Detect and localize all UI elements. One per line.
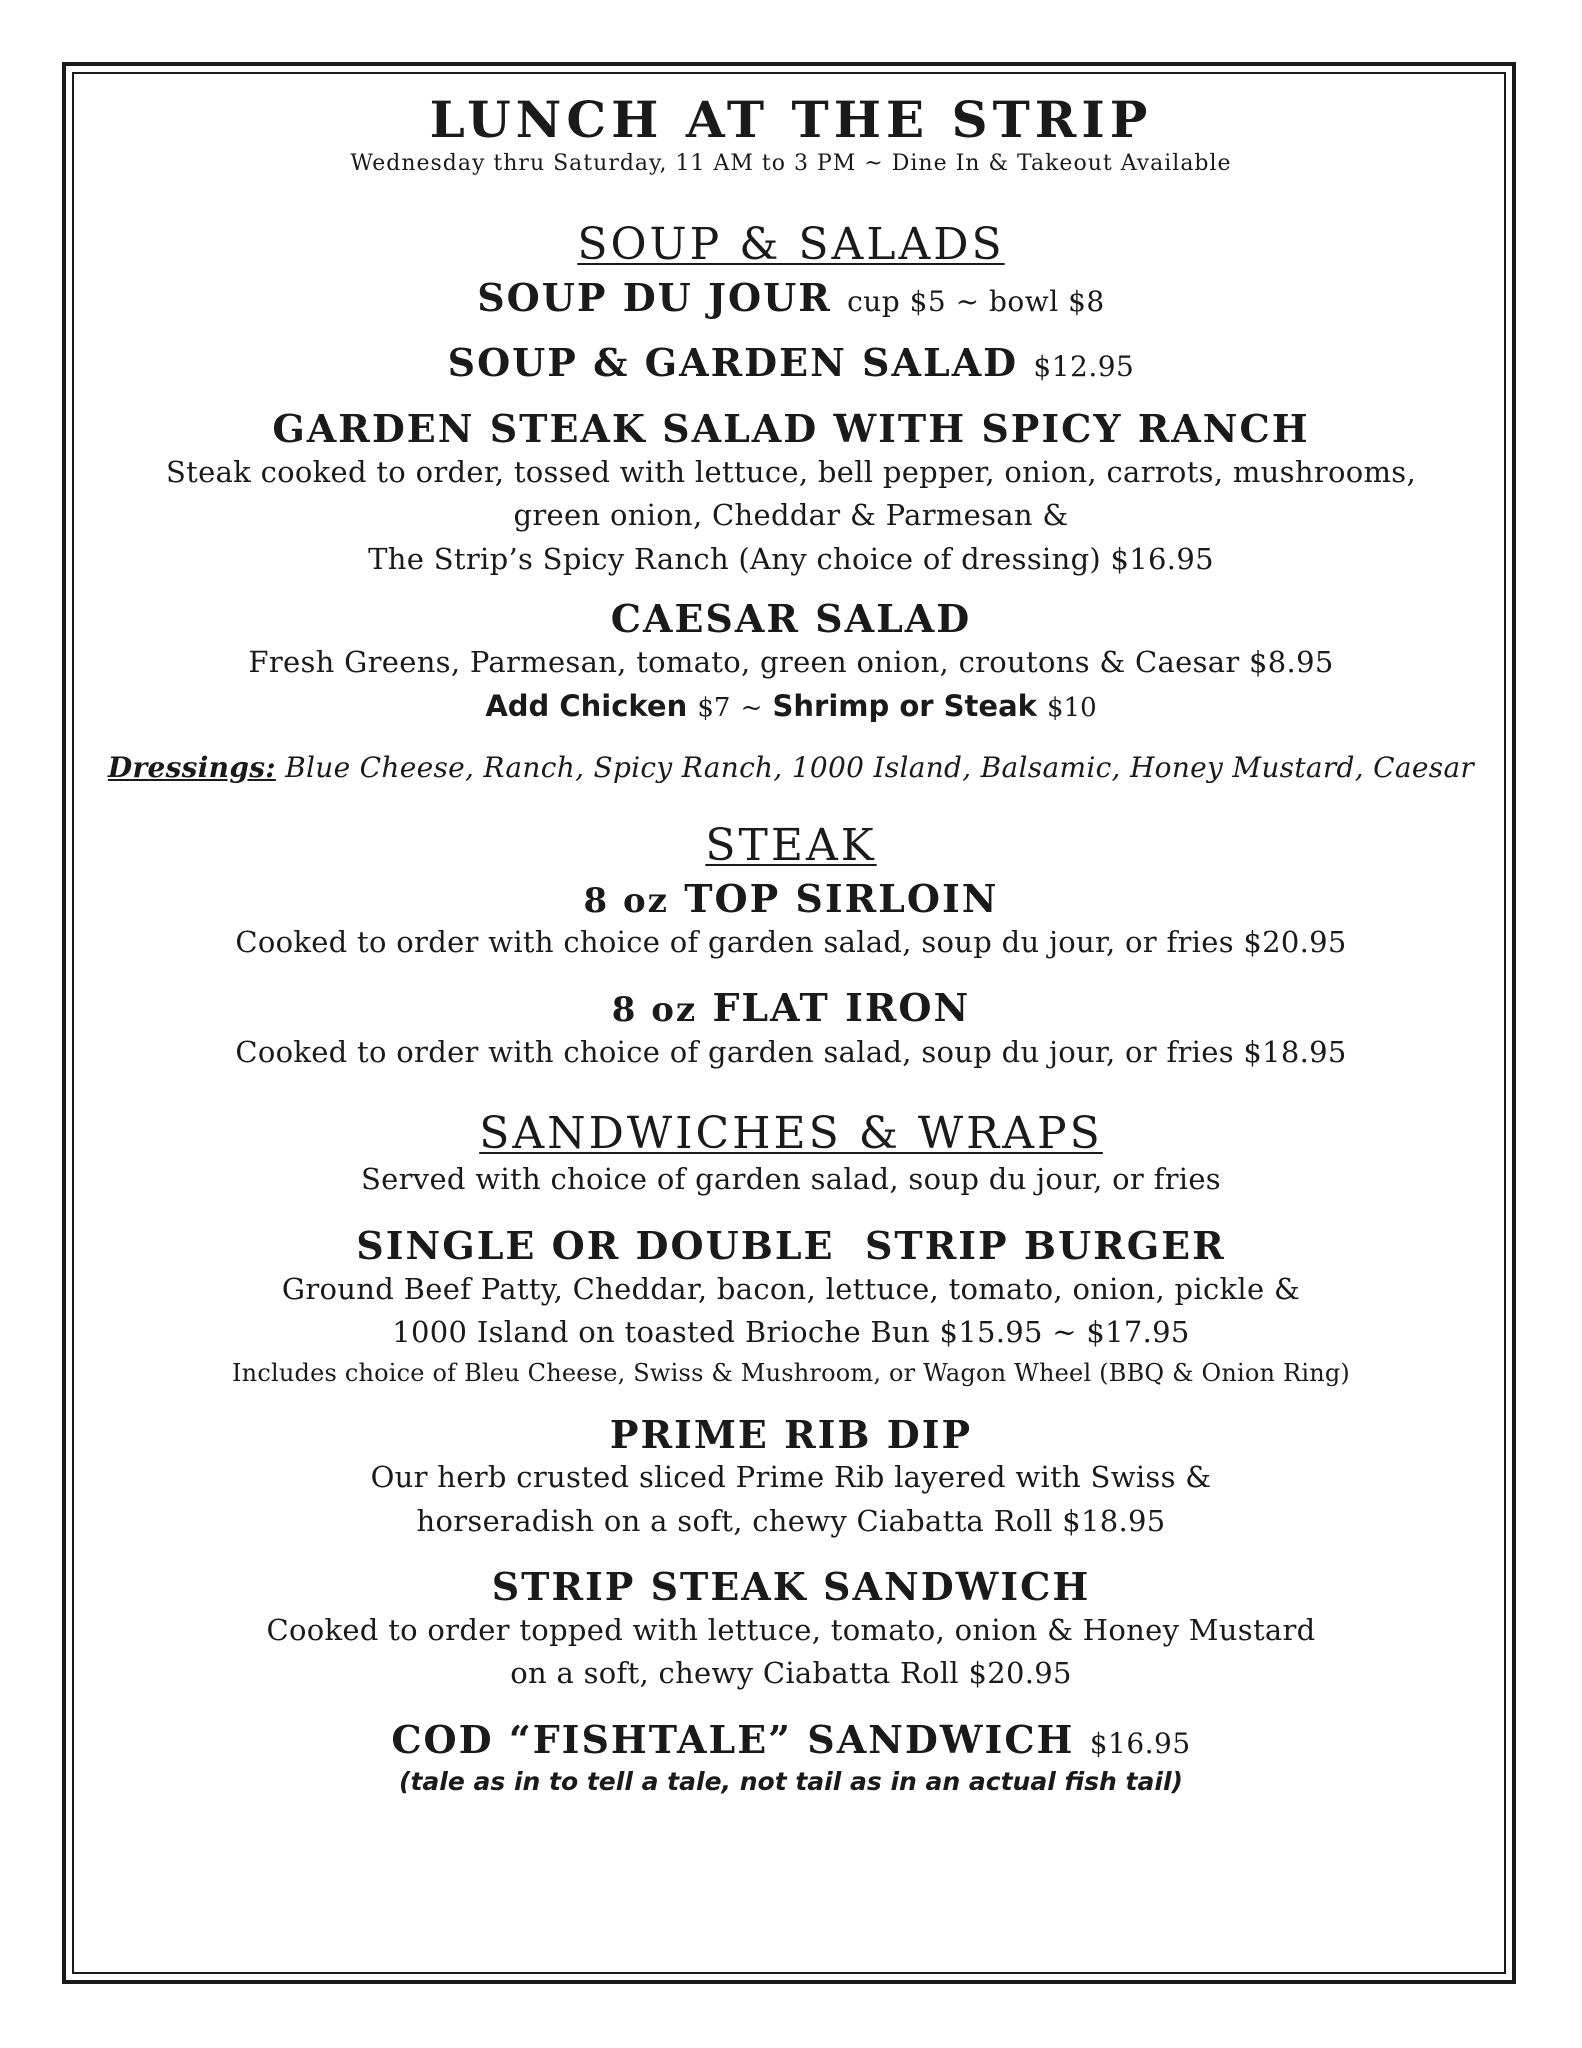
item-soup-garden-salad bbox=[80, 341, 1502, 385]
addon-chicken: Add Chicken bbox=[485, 688, 688, 723]
item-name: COD “FISHTALE” SANDWICH bbox=[391, 1716, 1075, 1762]
item-strip-steak-sandwich: STRIP STEAK SANDWICH bbox=[491, 1564, 1091, 1610]
item-name: TOP SIRLOIN bbox=[684, 875, 999, 921]
section-heading-soup-salads: SOUP & SALADS bbox=[577, 219, 1005, 271]
addon-shrimp-steak-price: $10 bbox=[1047, 692, 1097, 723]
item-description-line: Ground Beef Patty, Cheddar, bacon, lettuce, tomato, onion, pickle & bbox=[281, 1271, 1301, 1306]
item-description-line: on a soft, chewy Ciabatta Roll $20.95 bbox=[510, 1656, 1072, 1691]
item-description-line: Steak cooked to order, tossed with lettuce, bell pepper, onion, carrots, mushrooms, bbox=[166, 454, 1416, 489]
addon-shrimp-steak: Shrimp or Steak bbox=[772, 688, 1037, 723]
item-caesar-salad: CAESAR SALAD bbox=[610, 596, 972, 642]
item-top-sirloin bbox=[80, 877, 1502, 921]
item-cod-fishtale-sandwich bbox=[80, 1718, 1502, 1762]
addon-chicken-price: $7 bbox=[697, 692, 731, 723]
item-garden-steak-salad: GARDEN STEAK SALAD WITH SPICY RANCH bbox=[272, 406, 1310, 452]
menu-subtitle: Wednesday thru Saturday, 11 AM to 3 PM ~ Dine In & Takeout Available bbox=[350, 151, 1232, 176]
item-description-line: Cooked to order with choice of garden salad, soup du jour, or fries $18.95 bbox=[235, 1034, 1347, 1069]
item-price: $16.95 bbox=[1089, 1726, 1191, 1760]
item-description-line: green onion, Cheddar & Parmesan & bbox=[513, 498, 1069, 533]
item-flat-iron bbox=[80, 986, 1502, 1030]
item-prime-rib-dip: PRIME RIB DIP bbox=[609, 1411, 973, 1457]
sandwiches-served-with: Served with choice of garden salad, soup du jour, or fries bbox=[361, 1162, 1221, 1197]
item-price: cup $5 ~ bowl $8 bbox=[847, 284, 1105, 318]
item-description-line: horseradish on a soft, chewy Ciabatta Roll $18.95 bbox=[416, 1503, 1166, 1538]
item-soup-du-jour bbox=[80, 276, 1502, 320]
menu-content bbox=[80, 92, 1502, 1798]
dressings-list: Blue Cheese, Ranch, Spicy Ranch, 1000 Island, Balsamic, Honey Mustard, Caesar bbox=[285, 751, 1475, 785]
caesar-addons bbox=[80, 685, 1502, 729]
item-name: FLAT IRON bbox=[712, 985, 971, 1031]
item-name: SOUP DU JOUR bbox=[477, 274, 832, 320]
item-name: SOUP & GARDEN SALAD bbox=[447, 340, 1019, 386]
item-description-line: Our herb crusted sliced Prime Rib layered with Swiss & bbox=[370, 1460, 1212, 1495]
item-strip-burger: SINGLE OR DOUBLE STRIP BURGER bbox=[356, 1222, 1226, 1268]
menu-title: LUNCH AT THE STRIP bbox=[429, 90, 1153, 149]
item-description-line: Includes choice of Bleu Cheese, Swiss & Mushroom, or Wagon Wheel (BBQ & Onion Ring) bbox=[232, 1358, 1350, 1387]
section-heading-steak: STEAK bbox=[705, 820, 877, 872]
item-description-line: Fresh Greens, Parmesan, tomato, green onion, croutons & Caesar $8.95 bbox=[248, 645, 1334, 680]
section-heading-sandwiches: SANDWICHES & WRAPS bbox=[479, 1108, 1103, 1159]
item-description-line: The Strip’s Spicy Ranch (Any choice of dressing) $16.95 bbox=[368, 541, 1214, 576]
item-description-line: Cooked to order with choice of garden salad, soup du jour, or fries $20.95 bbox=[235, 924, 1347, 959]
dressings-line bbox=[80, 750, 1502, 786]
cod-note: (tale as in to tell a tale, not tail as in an actual fish tail) bbox=[399, 1766, 1183, 1796]
dressings-label: Dressings: bbox=[107, 751, 276, 785]
addon-separator: ~ bbox=[740, 692, 763, 723]
item-description-line: 1000 Island on toasted Brioche Bun $15.95 ~ $17.95 bbox=[392, 1315, 1190, 1350]
item-weight: 8 oz bbox=[611, 990, 698, 1031]
item-description-line: Cooked to order topped with lettuce, tomato, onion & Honey Mustard bbox=[266, 1612, 1316, 1647]
item-price: $12.95 bbox=[1033, 350, 1135, 384]
item-weight: 8 oz bbox=[583, 880, 669, 921]
